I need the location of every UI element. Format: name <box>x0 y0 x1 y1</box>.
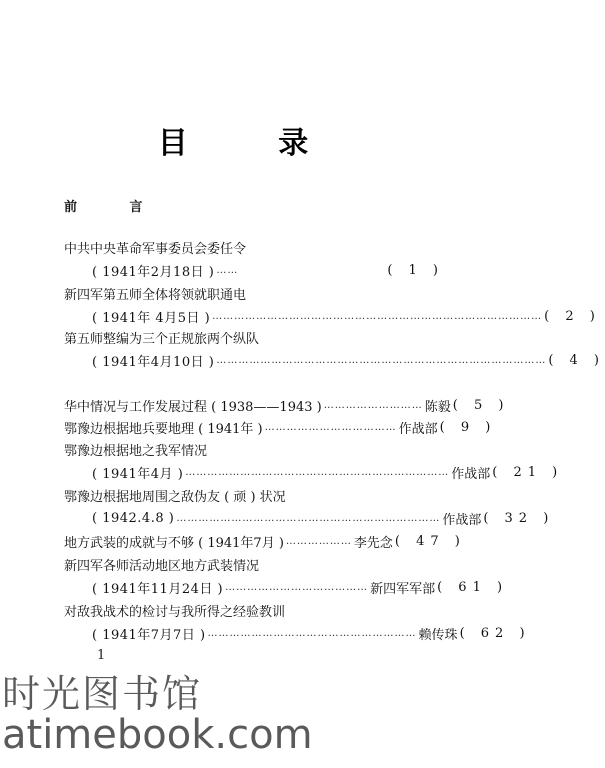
leader-dots: ……………………………… <box>264 421 397 433</box>
entry-page: ( 2 ) <box>544 308 601 324</box>
entry-title: 鄂豫边根据地周围之敌伪友 ( 顽 ) 状况 <box>64 489 286 505</box>
watermark-chinese: 时光图书馆 <box>2 672 203 716</box>
toc-entry-detail <box>92 461 564 483</box>
entry-title: 鄂豫边根据地之我军情况 <box>64 443 208 459</box>
toc-entry-detail <box>92 305 601 327</box>
leader-dots: ……………………………………………………………………………… <box>212 310 543 322</box>
leader-dots: ……………………………………………………………………………… <box>216 354 547 366</box>
leader-dots: ………………………………… <box>225 581 369 593</box>
preface-heading: 前 言 <box>64 200 167 215</box>
entry-page: ( 9 ) <box>439 419 497 435</box>
entry-author: 作战部 <box>451 466 491 482</box>
entry-author: 李先念 <box>353 535 393 551</box>
entry-page: ( 61 ) <box>437 579 509 595</box>
watermark-url: atimebook.com <box>2 712 313 758</box>
entry-date: ( 1941年 4月5日 ) <box>92 310 211 326</box>
entry-author: 赖传珠 <box>418 627 458 643</box>
entry-title: 第五师整编为三个正规旅两个纵队 <box>64 331 260 347</box>
entry-title: 地方武装的成就与不够 ( 1941年7月 ) <box>64 535 284 551</box>
entry-title: 中共中央革命军事委员会委任令 <box>64 241 247 257</box>
entry-page: ( 5 ) <box>452 397 510 413</box>
page-number: 1 <box>97 648 106 663</box>
toc-entry-detail <box>92 576 509 598</box>
entry-date: ( 1942.4.8 ) <box>92 510 175 526</box>
leader-dots: …… <box>216 264 239 276</box>
entry-page: ( 4 ) <box>548 352 605 368</box>
toc-entry-title <box>64 599 444 621</box>
leader-dots: ……………… <box>285 535 352 547</box>
entry-author: 陈毅 <box>424 399 451 415</box>
leader-dots: ………………………………………………… <box>207 627 417 639</box>
toc-entry <box>64 530 466 552</box>
entry-page: ( 32 ) <box>483 510 555 526</box>
entry-page: ( 1 ) <box>387 262 444 278</box>
entry-date: ( 1941年4月10日 ) <box>92 354 215 370</box>
toc-entry <box>64 394 510 416</box>
toc-title: 目 录 <box>157 126 349 161</box>
entry-title: 对敌我战术的检讨与我所得之经验教训 <box>64 604 286 620</box>
entry-author: 作战部 <box>398 421 438 437</box>
entry-page: ( 47 ) <box>394 533 466 549</box>
toc-entry <box>64 416 497 438</box>
entry-date: ( 1941年7月7日 ) <box>92 627 206 643</box>
toc-entry-title <box>64 438 444 460</box>
toc-entry-detail <box>92 622 531 644</box>
toc-entry-detail <box>92 349 605 371</box>
entry-author: 新四军军部 <box>370 581 436 597</box>
entry-title: 华中情况与工作发展过程 ( 1938——1943 ) <box>64 399 322 415</box>
entry-date: ( 1941年11月24日 ) <box>92 581 224 597</box>
entry-date: ( 1941年2月18日 ) <box>92 264 215 280</box>
toc-entry-title <box>64 484 444 506</box>
toc-entry-title <box>64 553 444 575</box>
leader-dots: ……………………… <box>323 399 423 411</box>
toc-entry-title <box>64 282 444 304</box>
toc-entry-title <box>64 236 444 258</box>
entry-page: ( 62 ) <box>459 625 531 641</box>
leader-dots: ……………………………………………………………… <box>176 512 441 524</box>
entry-title: 新四军各师活动地区地方武装情况 <box>64 558 260 574</box>
entry-title: 新四军第五师全体将领就职通电 <box>64 287 247 303</box>
entry-date: ( 1941年4月 ) <box>92 466 184 482</box>
entry-title: 鄂豫边根据地兵要地理 ( 1941年 ) <box>64 421 263 437</box>
entry-page: ( 21 ) <box>492 464 564 480</box>
toc-entry-detail <box>92 507 555 529</box>
entry-author: 作战部 <box>442 512 482 528</box>
leader-dots: ……………………………………………………………… <box>185 466 450 478</box>
toc-entry-detail <box>92 259 444 281</box>
toc-entry-title <box>64 326 444 348</box>
